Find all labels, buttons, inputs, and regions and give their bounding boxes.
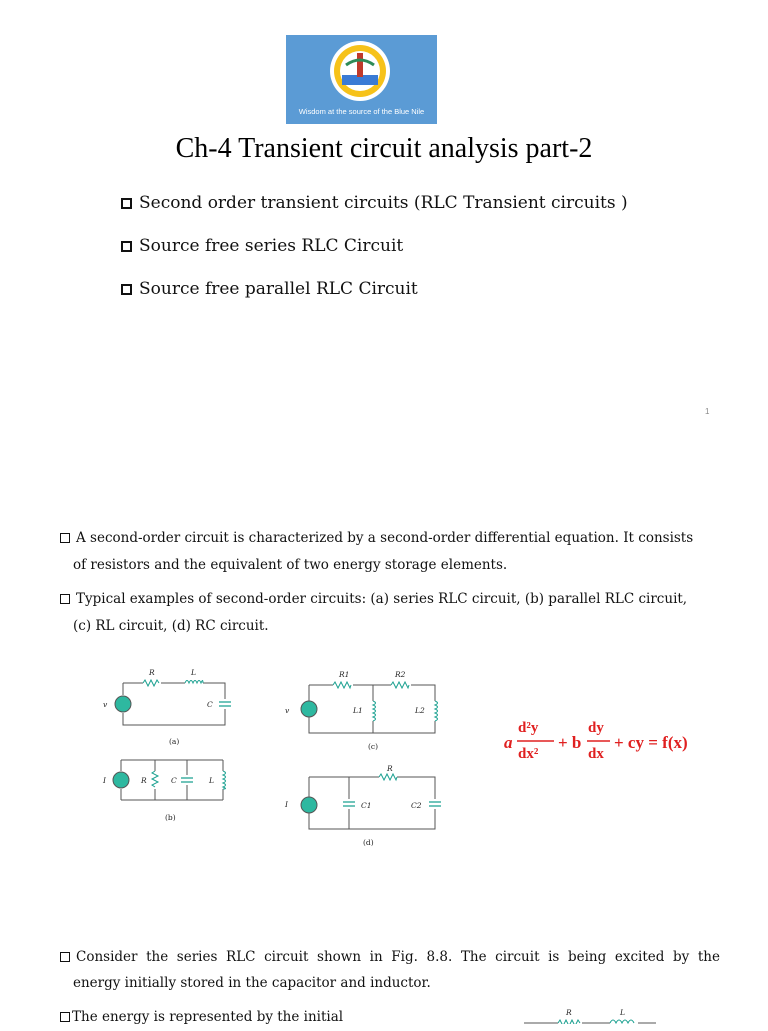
svg-text:L: L [209, 776, 214, 785]
circuit-diagrams [95, 665, 455, 855]
svg-text:I: I [285, 800, 288, 809]
svg-text:dy: dy [588, 720, 604, 736]
bullet-item [121, 279, 418, 299]
paragraph: The energy is represented by the initial [60, 1004, 343, 1031]
checkbox-bullet-icon [121, 284, 132, 295]
bullet-text: Source free series RLC Circuit [139, 236, 404, 256]
svg-text:C2: C2 [411, 801, 422, 810]
bullet-item [121, 236, 403, 256]
svg-text:C: C [207, 700, 213, 709]
svg-text:R: R [141, 776, 147, 785]
checkbox-bullet-icon [60, 533, 70, 543]
svg-text:d²y: d²y [518, 720, 539, 736]
svg-text:v: v [285, 706, 290, 715]
svg-text:v: v [103, 700, 108, 709]
svg-text:C: C [171, 776, 177, 785]
figure-caption-d: (d) [363, 838, 374, 847]
svg-text:L1: L1 [353, 706, 363, 715]
paragraph: A second-order circuit is characterized by a second-order differential equation. It consists of resistors and the equivalent of two energy storage elements. [60, 525, 693, 579]
bullet-text: Source free parallel RLC Circuit [139, 279, 418, 299]
page-number: 1 [705, 407, 710, 416]
checkbox-bullet-icon [60, 952, 70, 962]
checkbox-bullet-icon [121, 198, 132, 209]
figure-caption-a: (a) [169, 737, 180, 746]
svg-text:R: R [149, 668, 155, 677]
svg-text:a: a [504, 733, 513, 752]
checkbox-bullet-icon [60, 594, 70, 604]
paragraph: Typical examples of second-order circuits: (a) series RLC circuit, (b) parallel RLC circuit, (c) RL circuit, (d) RC circuit. [60, 586, 687, 640]
bullet-text: Second order transient circuits (RLC Transient circuits ) [139, 193, 628, 213]
svg-text:R1: R1 [339, 670, 350, 679]
svg-text:R: R [566, 1008, 572, 1017]
figure-caption-b: (b) [165, 813, 176, 822]
circuit-b-parallel-rlc [102, 760, 226, 800]
svg-text:dx: dx [588, 746, 604, 762]
circuit-series-rlc-partial [520, 1004, 660, 1024]
svg-text:R2: R2 [395, 670, 406, 679]
equation-render [504, 712, 719, 764]
differential-equation [504, 712, 719, 769]
bullet-item [121, 193, 628, 213]
circuit-a-series-rlc [103, 668, 231, 725]
university-logo [286, 35, 437, 124]
svg-text:C1: C1 [361, 801, 372, 810]
svg-text:L: L [620, 1008, 625, 1017]
svg-text:R: R [387, 764, 393, 773]
svg-text:L: L [191, 668, 196, 677]
svg-text:L2: L2 [415, 706, 425, 715]
svg-text:I: I [103, 776, 106, 785]
checkbox-bullet-icon [60, 1012, 70, 1022]
svg-text:dx²: dx² [518, 746, 539, 762]
figure-caption-c: (c) [368, 742, 379, 751]
circuit-c-rl [285, 670, 438, 733]
circuit-d-rc [284, 764, 441, 829]
svg-text:+ b: + b [558, 733, 582, 752]
paragraph: Consider the series RLC circuit shown in Fig. 8.8. The circuit is being excited by the energy initially stored in the capacitor and inductor. [60, 944, 720, 997]
svg-text:+ cy = f(x): + cy = f(x) [614, 733, 688, 752]
checkbox-bullet-icon [121, 241, 132, 252]
slide-title: Ch-4 Transient circuit analysis part-2 [175, 133, 593, 164]
logo-caption: Wisdom at the source of the Blue Nile [298, 107, 425, 116]
